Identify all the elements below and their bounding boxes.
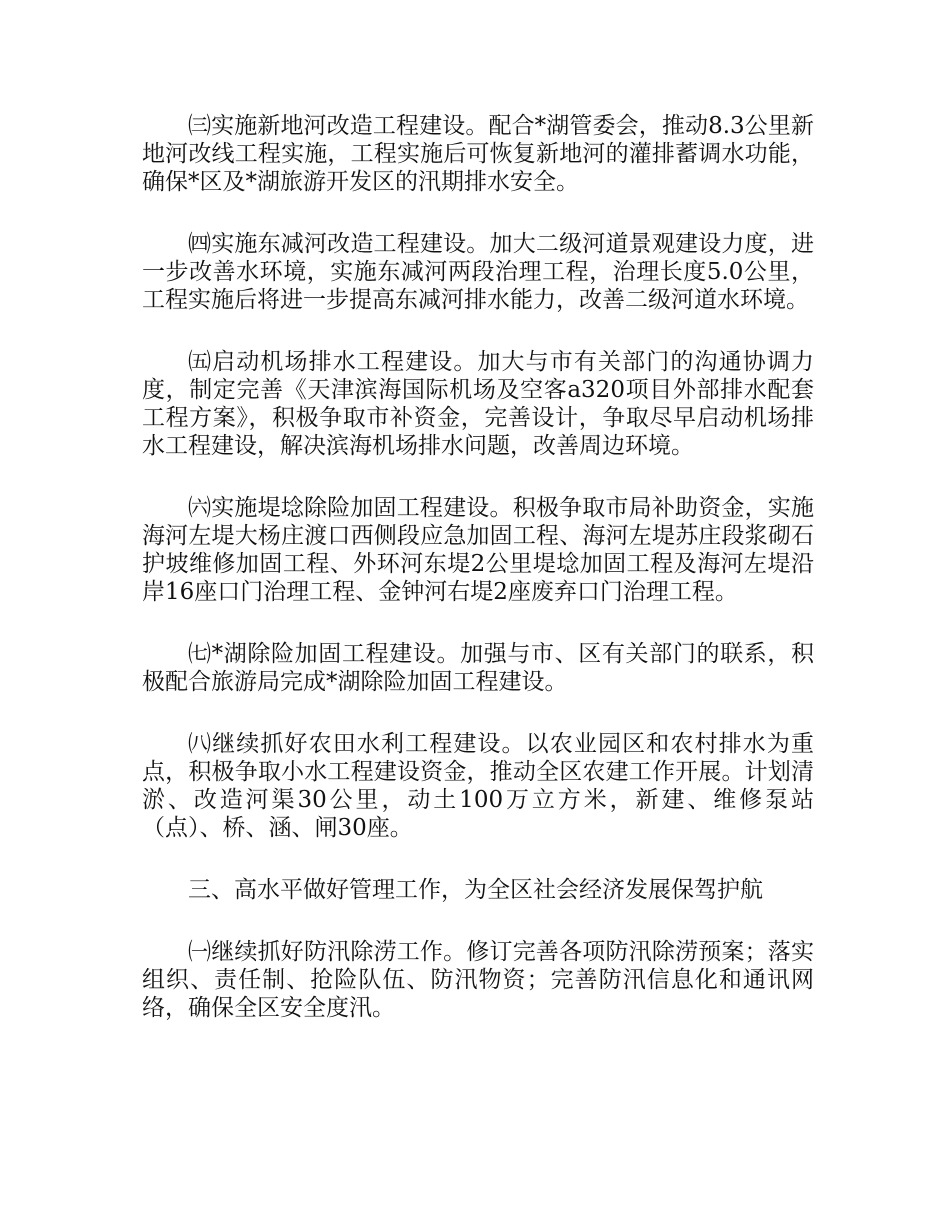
paragraph-dongjian-river: ㈣实施东减河改造工程建设。加大二级河道景观建设力度，进一步改善水环境，实施东减河两段治理工程，治理长度5.0公里，工程实施后将进一步提高东减河排水能力，改善二级河道水环境。 [142, 231, 814, 313]
paragraph-airport-drainage: ㈤启动机场排水工程建设。加大与市有关部门的沟通协调力度，制定完善《天津滨海国际机场及空客a320项目外部排水配套工程方案》，积极争取市补资金，完善设计，争取尽早启动机场排水工程建设，解决滨海机场排水问题，改善周边环境。 [142, 349, 814, 459]
paragraph-lake-reinforcement: ㈦*湖除险加固工程建设。加强与市、区有关部门的联系，积极配合旅游局完成*湖除险加固工程建设。 [142, 641, 814, 695]
paragraph-farmland-water: ㈧继续抓好农田水利工程建设。以农业园区和农村排水为重点，积极争取小水工程建设资金，推动全区农建工作开展。计划清淤、改造河渠30公里，动土100万立方米，新建、维修泵站（点）、桥、涵、闸30座。 [142, 731, 814, 841]
section-heading-management: 三、高水平做好管理工作，为全区社会经济发展保驾护航 [188, 877, 763, 903]
paragraph-xindi-river: ㈢实施新地河改造工程建设。配合*湖管委会，推动8.3公里新地河改线工程实施，工程实施后可恢复新地河的灌排蓄调水功能，确保*区及*湖旅游开发区的汛期排水安全。 [142, 113, 814, 195]
document-body [142, 112, 814, 1022]
paragraph-flood-control: ㈠继续抓好防汛除涝工作。修订完善各项防汛除涝预案；落实组织、责任制、抢险队伍、防汛物资；完善防汛信息化和通讯网络，确保全区安全度汛。 [142, 939, 814, 1021]
paragraph-embankment-reinforcement: ㈥实施堤埝除险加固工程建设。积极争取市局补助资金，实施海河左堤大杨庄渡口西侧段应急加固工程、海河左堤苏庄段浆砌石护坡维修加固工程、外环河东堤2公里堤埝加固工程及海河左堤沿岸16座口门治理工程、金钟河右堤2座废弃口门治理工程。 [142, 495, 814, 605]
